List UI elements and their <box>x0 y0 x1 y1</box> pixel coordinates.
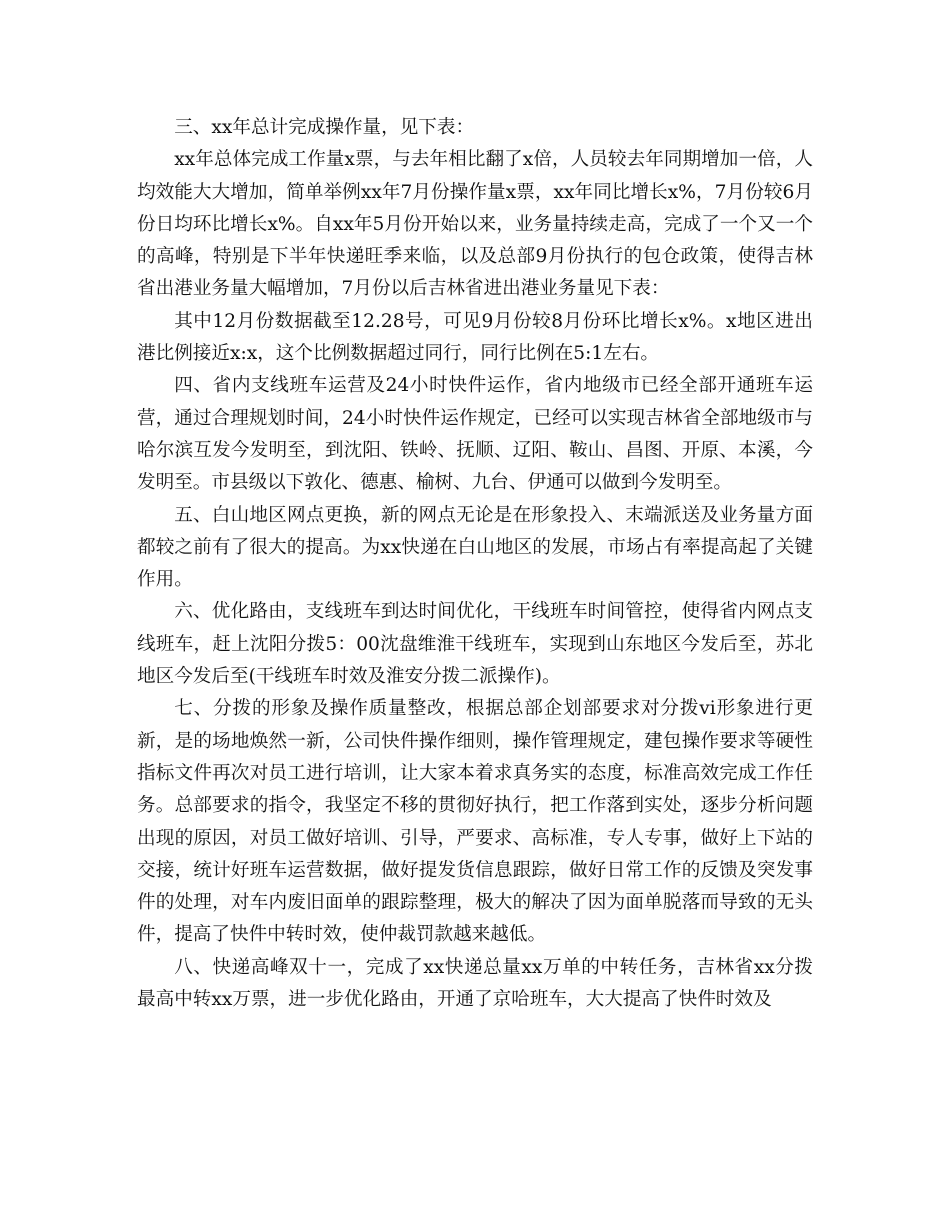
paragraph-section-8-double-eleven: 八、快递高峰双十一，完成了xx快递总量xx万单的中转任务，吉林省xx分拨最高中转xx万票，进一步优化路由，开通了京哈班车，大大提高了快件时效及 <box>137 956 813 1011</box>
paragraph-december-data: 其中12月份数据截至12.28号，可见9月份较8月份环比增长x%。x地区进出港比例接近x:x，这个比例数据超过同行，同行比例在5:1左右。 <box>137 310 813 365</box>
paragraph-section-5-baishan: 五、白山地区网点更换，新的网点无论是在形象投入、末端派送及业务量方面都较之前有了很大的提高。为xx快递在白山地区的发展，市场占有率提高起了关键作用。 <box>137 504 813 591</box>
document-body <box>137 112 813 1016</box>
paragraph-section-3-heading: 三、xx年总计完成操作量，见下表： <box>174 117 475 138</box>
paragraph-workload-summary: xx年总体完成工作量x票，与去年相比翻了x倍，人员较去年同期增加一倍，人均效能大大增加，简单举例xx年7月份操作量x票，xx年同比增长x%，7月份较6月份日均环比增长x%。自xx年5月份开始以来，业务量持续走高，完成了一个又一个的高峰，特别是下半年快递旺季来临，以及总部9月份执行的包仓政策，使得吉林省出港业务量大幅增加，7月份以后吉林省进出港业务量见下表： <box>137 149 813 300</box>
paragraph-section-6-routing: 六、优化路由，支线班车到达时间优化，干线班车时间管控，使得省内网点支线班车，赶上沈阳分拨5：00沈盘维淮干线班车，实现到山东地区今发后至，苏北地区今发后至(干线班车时效及淮安分拨二派操作)。 <box>137 601 813 688</box>
paragraph-section-7-quality: 七、分拨的形象及操作质量整改，根据总部企划部要求对分拨vi形象进行更新，是的场地焕然一新，公司快件操作细则，操作管理规定，建包操作要求等硬性指标文件再次对员工进行培训，让大家本着求真务实的态度，标准高效完成工作任务。总部要求的指令，我坚定不移的贯彻好执行，把工作落到实处，逐步分析问题出现的原因，对员工做好培训、引导，严要求、高标准，专人专事，做好上下站的交接，统计好班车运营数据，做好提发货信息跟踪，做好日常工作的反馈及突发事件的处理，对车内废旧面单的跟踪整理，极大的解决了因为面单脱落而导致的无头件，提高了快件中转时效，使仲裁罚款越来越低。 <box>137 698 813 946</box>
paragraph-section-4-shuttle: 四、省内支线班车运营及24小时快件运作，省内地级市已经全部开通班车运营，通过合理规划时间，24小时快件运作规定，已经可以实现吉林省全部地级市与哈尔滨互发今发明至，到沈阳、铁岭、抚顺、辽阳、鞍山、昌图、开原、本溪，今发明至。市县级以下敦化、德惠、榆树、九台、伊通可以做到今发明至。 <box>137 375 813 494</box>
